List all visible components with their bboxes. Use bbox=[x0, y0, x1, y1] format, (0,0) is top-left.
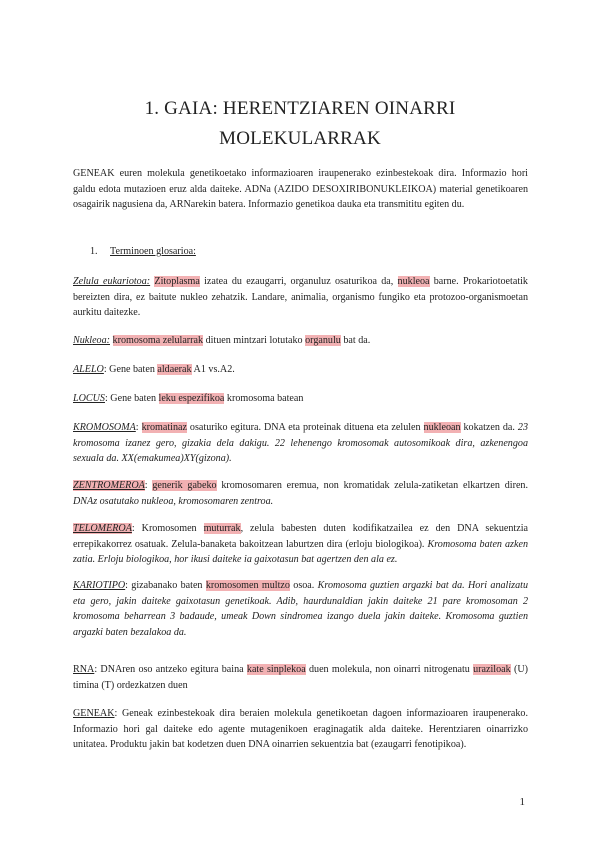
term-zentromeroa: ZENTROMEROA bbox=[73, 480, 145, 491]
entry-geneak bbox=[73, 706, 528, 753]
highlight: generik gabeko bbox=[152, 480, 217, 491]
entry-nukleoa bbox=[73, 333, 528, 349]
highlight: uraziloak bbox=[473, 664, 511, 675]
entry-zentromeroa bbox=[73, 478, 528, 509]
text: (U) timina (T) ordezkatzen duen bbox=[73, 664, 528, 691]
highlight: kromosomen multzo bbox=[205, 580, 290, 591]
entry-locus bbox=[73, 391, 528, 407]
text: izatea du ezaugarri, organuluz osaturikoa da, bbox=[199, 276, 398, 287]
highlight: kromatinaz bbox=[141, 422, 187, 433]
term-alelo: ALELO bbox=[73, 364, 104, 375]
page-number: 1 bbox=[519, 796, 525, 808]
term-rna: RNA bbox=[73, 664, 95, 675]
note: Kromosoma baten azken zatia. Erloju biologikoa, hor ikusi daiteke ia gaixotasun bat agertzen den ala ez. bbox=[73, 538, 528, 565]
section-number: 1. bbox=[90, 246, 98, 257]
section-heading bbox=[90, 246, 196, 257]
entry-kariotipo bbox=[73, 578, 528, 640]
text: osaturiko egitura. DNA eta proteinak dituena eta zelulen bbox=[186, 422, 424, 433]
term-locus: LOCUS bbox=[73, 393, 105, 404]
text: osoa. bbox=[289, 580, 318, 591]
term-nukleoa: Nukleoa: bbox=[73, 335, 110, 346]
term-kariotipo: KARIOTIPO bbox=[73, 580, 126, 591]
text: kokatzen da. bbox=[460, 422, 518, 433]
title-line-1: 1. GAIA: HERENTZIAREN OINARRI bbox=[144, 98, 456, 119]
highlight: muturrak bbox=[203, 523, 241, 534]
text: A1 vs.A2. bbox=[191, 364, 235, 375]
term-geneak: GENEAK bbox=[73, 708, 115, 719]
highlight: kate sinplekoa bbox=[246, 664, 306, 675]
term-kromosoma: KROMOSOMA bbox=[73, 422, 136, 433]
note: Kromosoma guztien argazki bat da. Hori analizatu eta gero, jakin daiteke gaixotasun genetikoak. Adib, haurdunaldian jakin daiteke 21 pare kromosoman 2 kromosoma beharrean 3 badaude, umeak Down sindromea izango duela jakin daiteke. Kromosoma guztien argazki baten bezalakoa da. bbox=[73, 580, 528, 638]
text: dituen mintzari lotutako bbox=[203, 335, 306, 346]
text: duen molekula, non oinarri nitrogenatu bbox=[305, 664, 474, 675]
text: : Geneak ezinbestekoak dira beraien molekula genetikoetan dagoen informazioaren iraupenerako. Informazio hori gal daiteke edo agente mutagenikoen eraginagatik alda daiteke. Herentziaren oinarrizko unitatea. Produktu jakin bat kodetzen duen DNA oinarrien sekuentzia bat (ezaugarri fenotipikoa). bbox=[73, 708, 528, 750]
entry-zelula bbox=[73, 274, 528, 321]
section-title: Terminoen glosarioa: bbox=[110, 246, 196, 257]
intro-paragraph: GENEAK euren molekula genetikoetako informazioaren iraupenerako ezinbestekoak dira. Informazio hori galdu edota mutazioen eruz alda daiteke. ADNa (AZIDO DESOXIRIBONUKLEIKOA) material genetikoaren osagairik nagusiena da, ARNarekin batera. Informazio genetikoa dauka eta transmititu egiten du. bbox=[73, 168, 528, 210]
text: : DNAren oso antzeko egitura baina bbox=[94, 664, 247, 675]
title-line-2: MOLEKULARRAK bbox=[219, 128, 381, 149]
text: bat da. bbox=[340, 335, 371, 346]
text: kromosomaren eremua, non kromatidak zelula-zatiketan elkartzen diren. bbox=[216, 480, 528, 491]
entry-telomeroa bbox=[73, 521, 528, 568]
text: : bbox=[135, 422, 142, 433]
text: : Gene baten bbox=[103, 364, 158, 375]
highlight: aldaerak bbox=[157, 364, 192, 375]
text: kromosoma batean bbox=[224, 393, 304, 404]
entry-rna bbox=[73, 662, 528, 693]
text: : Gene baten bbox=[104, 393, 159, 404]
highlight: organulu bbox=[305, 335, 341, 346]
term-telomeroa: TELOMEROA bbox=[73, 523, 132, 534]
note: 23 kromosoma izanez gero, gizakia dela dakigu. 22 lehenengo kromosomak autosomikoak dira, azkenengoa sexuala da. XX(emakumea)XY(gizona). bbox=[73, 422, 528, 464]
highlight: nukleoa bbox=[397, 276, 430, 287]
text: barne. Prokariotoetatik bereizten dira, ez baitute nukleo zehatzik. Landare, animalia, organismo fungiko eta protozoo-organismoetan aurkitu daitezke. bbox=[73, 276, 528, 318]
text: : gizabanako baten bbox=[125, 580, 206, 591]
highlight: Zitoplasma bbox=[154, 276, 200, 287]
highlight: leku espezifikoa bbox=[158, 393, 225, 404]
note: DNAz osatutako nukleoa, kromosomaren zentroa. bbox=[73, 495, 274, 507]
page-title bbox=[60, 94, 540, 154]
term-zelula: Zelula eukariotoa: bbox=[73, 276, 151, 287]
entry-kromosoma bbox=[73, 420, 528, 467]
highlight: kromosoma zelularrak bbox=[112, 335, 204, 346]
text: : bbox=[144, 480, 153, 491]
text: , zelula babesten duten kodifikatzailea ez den DNA sekuentzia errepikakorrez osatuak. Zelula-banaketa bakoitzean laburtzen dira (erloju biologikoa). bbox=[73, 523, 528, 550]
entry-alelo bbox=[73, 362, 528, 378]
text: : Kromosomen bbox=[131, 523, 204, 534]
highlight: nukleoan bbox=[423, 422, 461, 433]
